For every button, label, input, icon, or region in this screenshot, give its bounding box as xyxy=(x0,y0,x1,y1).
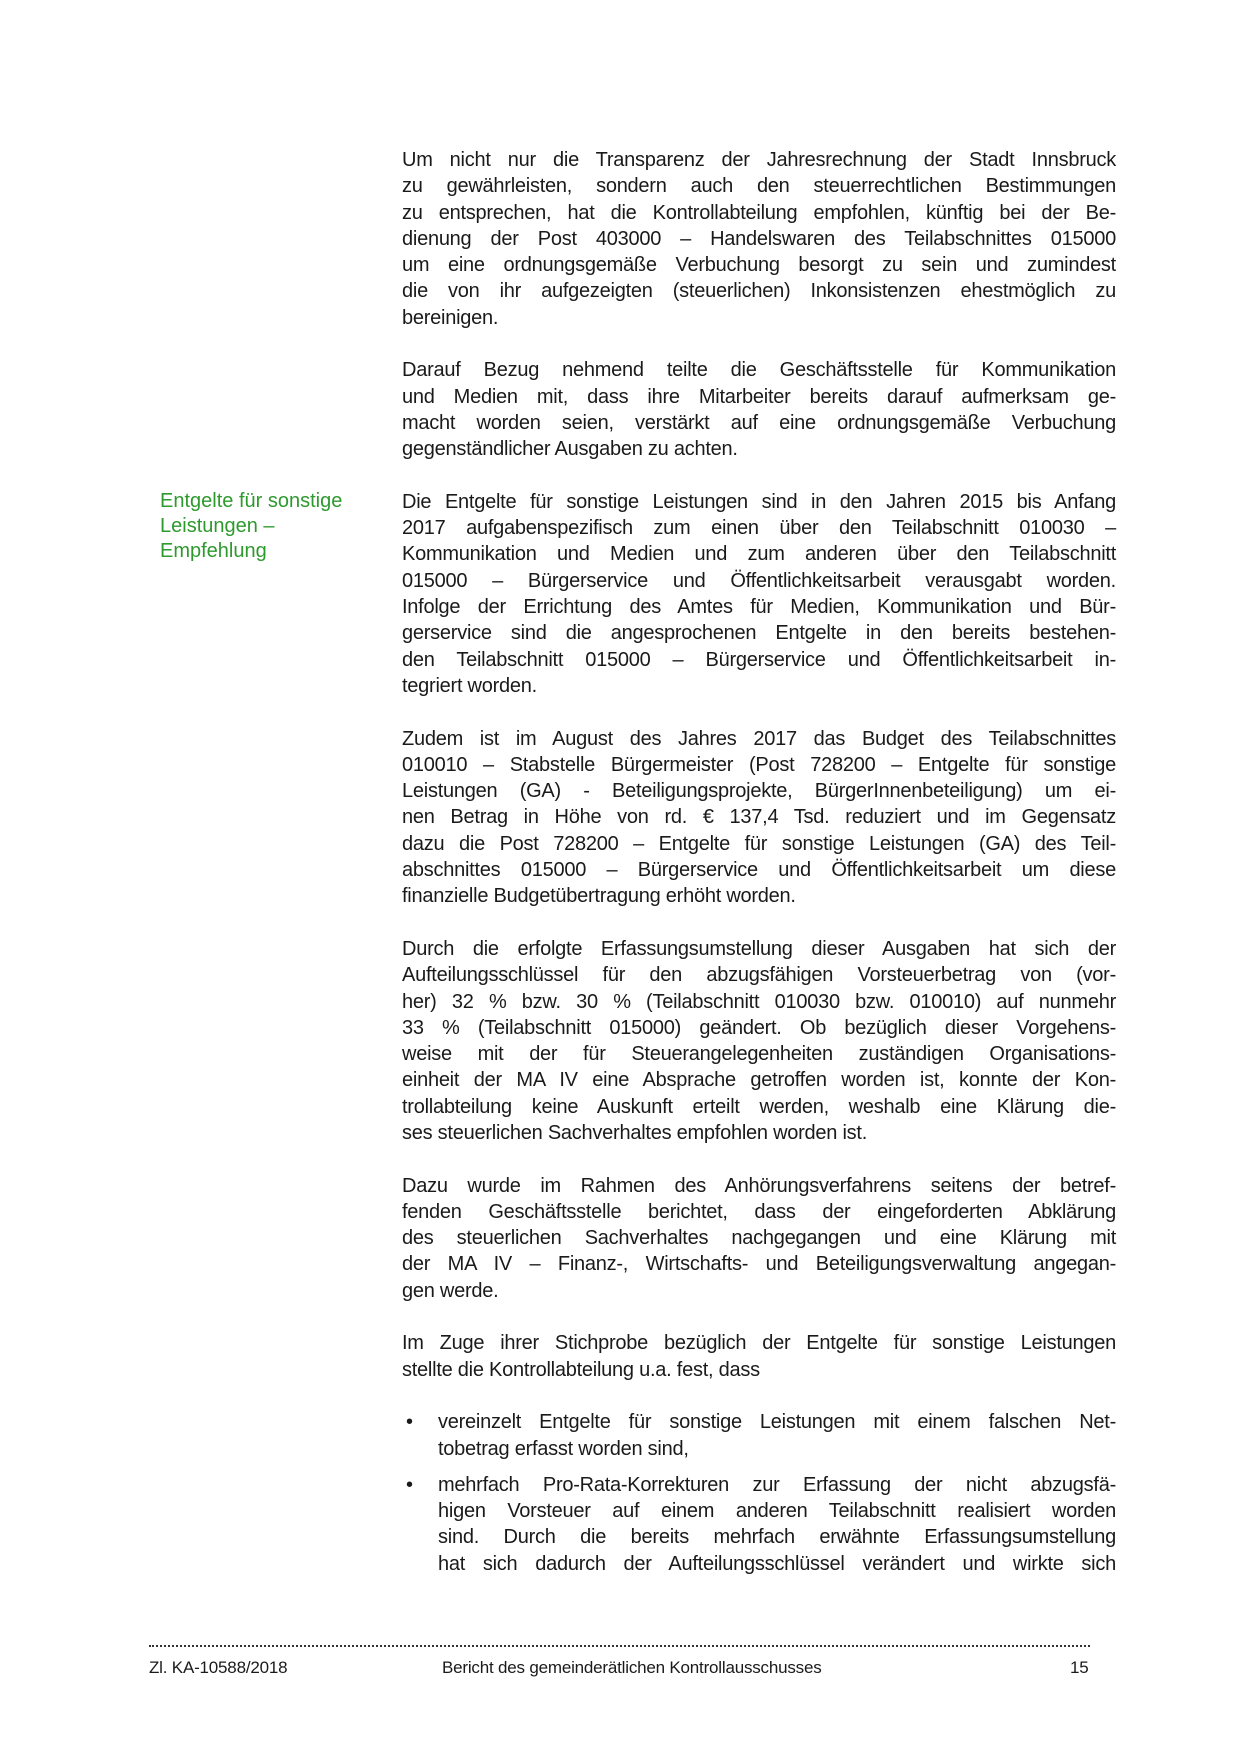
paragraph xyxy=(402,357,1116,462)
margin-note-heading xyxy=(160,489,380,564)
paragraph xyxy=(402,489,1116,699)
footer-reference: Zl. KA-10588/2018 xyxy=(149,1658,288,1677)
bullet-list xyxy=(402,1409,1116,1577)
text-line: gegenständlicher Ausgaben zu achten. xyxy=(402,438,738,461)
paragraph xyxy=(402,1330,1116,1383)
text-line: des steuerlichen Sachverhaltes nachgegangen und eine Klärung mit xyxy=(402,1227,1116,1250)
text-line: finanzielle Budgetübertragung erhöht worden. xyxy=(402,885,796,908)
text-line: Darauf Bezug nehmend teilte die Geschäftsstelle für Kommunikation xyxy=(402,359,1116,382)
text-line: zu entsprechen, hat die Kontrollabteilung empfohlen, künftig bei der Be- xyxy=(402,201,1116,224)
text-line: Leistungen (GA) - Beteiligungsprojekte, BürgerInnenbeteiligung) um ei- xyxy=(402,780,1116,803)
text-line: tobetrag erfasst worden sind, xyxy=(438,1437,689,1460)
body-text xyxy=(402,147,1116,1587)
text-line: Kommunikation und Medien und zum anderen über den Teilabschnitt xyxy=(402,543,1116,566)
margin-note-line: Entgelte für sonstige xyxy=(160,490,343,512)
text-line: und Medien mit, dass ihre Mitarbeiter bereits darauf aufmerksam ge- xyxy=(402,385,1116,408)
text-line: bereinigen. xyxy=(402,306,499,329)
footer-divider xyxy=(149,1645,1090,1647)
text-line: macht worden seien, verstärkt auf eine ordnungsgemäße Verbuchung xyxy=(402,411,1116,434)
text-line: abschnittes 015000 – Bürgerservice und Öffentlichkeitsarbeit um diese xyxy=(402,859,1116,882)
text-line: mehrfach Pro-Rata-Korrekturen zur Erfassung der nicht abzugsfä- xyxy=(438,1473,1116,1496)
paragraph xyxy=(402,147,1116,331)
paragraph xyxy=(402,726,1116,910)
text-line: 015000 – Bürgerservice und Öffentlichkeitsarbeit verausgabt worden. xyxy=(402,569,1116,592)
text-line: vereinzelt Entgelte für sonstige Leistungen mit einem falschen Net- xyxy=(438,1411,1116,1434)
text-line: hat sich dadurch der Aufteilungsschlüssel verändert und wirkte sich xyxy=(438,1552,1116,1575)
text-line: die von ihr aufgezeigten (steuerlichen) Inkonsistenzen ehestmöglich zu xyxy=(402,280,1116,303)
text-line: stellte die Kontrollabteilung u.a. fest, dass xyxy=(402,1358,760,1381)
text-line: um eine ordnungsgemäße Verbuchung besorgt zu sein und zumindest xyxy=(402,254,1116,277)
text-line: zu gewährleisten, sondern auch den steuerrechtlichen Bestimmungen xyxy=(402,175,1116,198)
text-line: 33 % (Teilabschnitt 015000) geändert. Ob bezüglich dieser Vorgehens- xyxy=(402,1016,1116,1039)
paragraph xyxy=(402,1173,1116,1304)
text-line: weise mit der für Steuerangelegenheiten zuständigen Organisations- xyxy=(402,1043,1116,1066)
list-item xyxy=(402,1409,1116,1462)
margin-note-line: Leistungen – xyxy=(160,515,275,537)
text-line: Die Entgelte für sonstige Leistungen sind in den Jahren 2015 bis Anfang xyxy=(402,490,1116,513)
footer-title: Bericht des gemeinderätlichen Kontrollausschusses xyxy=(442,1658,822,1677)
bullet-icon: • xyxy=(406,1473,413,1496)
margin-note-line: Empfehlung xyxy=(160,540,267,562)
text-line: gerservice sind die angesprochenen Entgelte in den bereits bestehen- xyxy=(402,622,1116,645)
text-line: ses steuerlichen Sachverhaltes empfohlen worden ist. xyxy=(402,1121,868,1144)
paragraph xyxy=(402,936,1116,1146)
text-line: dazu die Post 728200 – Entgelte für sonstige Leistungen (GA) des Teil- xyxy=(402,832,1116,855)
text-line: dienung der Post 403000 – Handelswaren des Teilabschnittes 015000 xyxy=(402,227,1116,250)
text-line: der MA IV – Finanz-, Wirtschafts- und Beteiligungsverwaltung angegan- xyxy=(402,1253,1116,1276)
list-item xyxy=(402,1472,1116,1577)
text-line: her) 32 % bzw. 30 % (Teilabschnitt 010030 bzw. 010010) auf nunmehr xyxy=(402,990,1116,1013)
text-line: Zudem ist im August des Jahres 2017 das Budget des Teilabschnittes xyxy=(402,727,1116,750)
bullet-icon: • xyxy=(406,1411,413,1434)
text-line: den Teilabschnitt 015000 – Bürgerservice und Öffentlichkeitsarbeit in- xyxy=(402,648,1116,671)
text-line: 010010 – Stabstelle Bürgermeister (Post 728200 – Entgelte für sonstige xyxy=(402,753,1116,776)
text-line: fenden Geschäftsstelle berichtet, dass der eingeforderten Abklärung xyxy=(402,1200,1116,1223)
text-line: Infolge der Errichtung des Amtes für Medien, Kommunikation und Bür- xyxy=(402,596,1116,619)
page-number: 15 xyxy=(1070,1658,1089,1677)
text-line: nen Betrag in Höhe von rd. € 137,4 Tsd. reduziert und im Gegensatz xyxy=(402,806,1116,829)
text-line: Dazu wurde im Rahmen des Anhörungsverfahrens seitens der betref- xyxy=(402,1174,1116,1197)
text-line: tegriert worden. xyxy=(402,674,537,697)
text-line: Aufteilungsschlüssel für den abzugsfähigen Vorsteuerbetrag von (vor- xyxy=(402,964,1116,987)
text-line: trollabteilung keine Auskunft erteilt werden, weshalb eine Klärung die- xyxy=(402,1095,1116,1118)
text-line: 2017 aufgabenspezifisch zum einen über den Teilabschnitt 010030 – xyxy=(402,517,1116,540)
text-line: Um nicht nur die Transparenz der Jahresrechnung der Stadt Innsbruck xyxy=(402,149,1116,171)
text-line: higen Vorsteuer auf einem anderen Teilabschnitt realisiert worden xyxy=(438,1500,1116,1523)
text-line: sind. Durch die bereits mehrfach erwähnte Erfassungsumstellung xyxy=(438,1526,1116,1549)
text-line: Durch die erfolgte Erfassungsumstellung dieser Ausgaben hat sich der xyxy=(402,937,1116,960)
text-line: gen werde. xyxy=(402,1279,499,1302)
text-line: einheit der MA IV eine Absprache getroffen worden ist, konnte der Kon- xyxy=(402,1069,1116,1092)
text-line: Im Zuge ihrer Stichprobe bezüglich der Entgelte für sonstige Leistungen xyxy=(402,1332,1116,1355)
